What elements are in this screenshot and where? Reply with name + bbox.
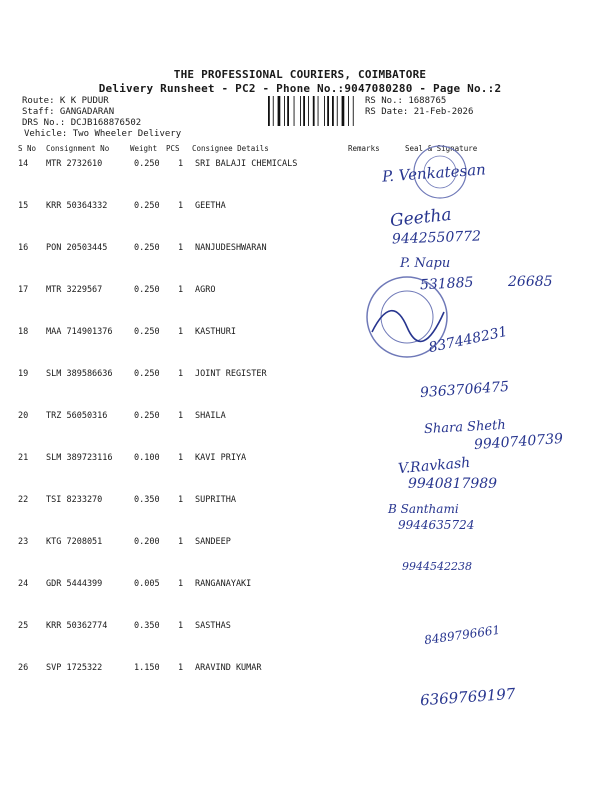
phone-aravind-kumar: 6369769197 <box>419 684 516 710</box>
phone-geetha: 9442550772 <box>391 228 482 248</box>
row-pcs: 1 <box>178 579 184 589</box>
table-row <box>0 663 600 677</box>
row-weight: 1.150 <box>134 663 160 673</box>
table-row <box>0 201 600 215</box>
row-weight: 0.350 <box>134 621 160 631</box>
row-consignment-no: MTR 2732610 <box>46 159 103 169</box>
row-weight: 0.250 <box>134 411 160 421</box>
phone-joint-register: 9363706475 <box>419 378 510 402</box>
row-pcs: 1 <box>178 327 184 337</box>
note-26685: 26685 <box>508 274 553 290</box>
row-sno: 21 <box>18 453 29 463</box>
row-pcs: 1 <box>178 159 184 169</box>
row-consignee: JOINT REGISTER <box>195 369 267 379</box>
signature-supritha: B Santhami <box>388 502 459 516</box>
row-pcs: 1 <box>178 621 184 631</box>
table-row <box>0 159 600 173</box>
row-sno: 15 <box>18 201 29 211</box>
row-consignment-no: TRZ 56050316 <box>46 411 108 421</box>
row-sno: 23 <box>18 537 29 547</box>
signature-shaila: Shara Sheth <box>423 417 507 438</box>
signature-napu: P. Napu <box>400 256 451 271</box>
row-pcs: 1 <box>178 663 184 673</box>
row-weight: 0.250 <box>134 369 160 379</box>
row-consignment-no: MTR 3229567 <box>46 285 103 295</box>
row-pcs: 1 <box>178 285 184 295</box>
signature-kavi-priya: V.Ravkash <box>397 454 471 478</box>
route-label: Route: K K PUDUR <box>22 96 109 106</box>
row-weight: 0.250 <box>134 243 160 253</box>
row-sno: 19 <box>18 369 29 379</box>
table-row <box>0 453 600 467</box>
barcode <box>268 96 360 126</box>
row-pcs: 1 <box>178 369 184 379</box>
row-weight: 0.250 <box>134 327 160 337</box>
row-weight: 0.250 <box>134 285 160 295</box>
row-consignment-no: SLM 389723116 <box>46 453 113 463</box>
company-title: THE PROFESSIONAL COURIERS, COIMBATORE <box>173 68 427 81</box>
row-weight: 0.100 <box>134 453 160 463</box>
row-consignment-no: GDR 5444399 <box>46 579 103 589</box>
row-consignment-no: KTG 7208051 <box>46 537 103 547</box>
row-consignment-no: KRR 50362774 <box>46 621 108 631</box>
rs-number: RS No.: 1688765 <box>365 96 447 106</box>
col-seal-signature: Seal & Signature <box>405 144 478 153</box>
row-consignee: NANJUDESHWARAN <box>195 243 267 253</box>
row-consignment-no: PON 20503445 <box>46 243 108 253</box>
row-sno: 24 <box>18 579 29 589</box>
table-row <box>0 411 600 425</box>
row-consignee: SRI BALAJI CHEMICALS <box>195 159 298 169</box>
vehicle-label: Vehicle: Two Wheeler Delivery <box>24 129 182 139</box>
row-consignee: ARAVIND KUMAR <box>195 663 262 673</box>
signature-geetha: Geetha <box>389 204 453 232</box>
row-consignee: SHAILA <box>195 411 226 421</box>
col-consignment: Consignment No <box>46 144 110 153</box>
row-sno: 16 <box>18 243 29 253</box>
row-consignee: AGRO <box>195 285 216 295</box>
phone-supritha: 9944635724 <box>398 518 475 532</box>
phone-sasthas: 8489796661 <box>423 622 501 648</box>
phone-kavi-priya: 9940817989 <box>408 476 498 492</box>
row-consignment-no: SVP 1725322 <box>46 663 103 673</box>
note-531885: 531885 <box>419 274 474 294</box>
row-weight: 0.250 <box>134 201 160 211</box>
drs-number: DRS No.: DCJB168876502 <box>22 118 142 128</box>
row-weight: 0.200 <box>134 537 160 547</box>
row-consignment-no: MAA 714901376 <box>46 327 113 337</box>
table-row <box>0 579 600 593</box>
rs-date: RS Date: 21-Feb-2026 <box>365 107 474 117</box>
row-consignee: RANGANAYAKI <box>195 579 252 589</box>
row-sno: 25 <box>18 621 29 631</box>
col-remarks: Remarks <box>348 144 380 153</box>
table-row <box>0 327 600 341</box>
phone-kasthuri: 837448231 <box>427 323 509 357</box>
row-weight: 0.250 <box>134 159 160 169</box>
table-row <box>0 243 600 257</box>
table-row <box>0 621 600 635</box>
row-pcs: 1 <box>178 453 184 463</box>
row-sno: 26 <box>18 663 29 673</box>
row-consignee: SUPRITHA <box>195 495 236 505</box>
table-row <box>0 369 600 383</box>
row-sno: 14 <box>18 159 29 169</box>
col-consignee: Consignee Details <box>192 144 269 153</box>
col-sno: S No <box>18 144 37 153</box>
row-consignee: KAVI PRIYA <box>195 453 247 463</box>
row-consignee: SANDEEP <box>195 537 231 547</box>
row-pcs: 1 <box>178 411 184 421</box>
row-weight: 0.005 <box>134 579 160 589</box>
row-weight: 0.350 <box>134 495 160 505</box>
row-pcs: 1 <box>178 243 184 253</box>
row-consignee: SASTHAS <box>195 621 231 631</box>
row-consignment-no: KRR 50364332 <box>46 201 108 211</box>
table-row <box>0 537 600 551</box>
row-sno: 17 <box>18 285 29 295</box>
col-weight: Weight <box>130 144 158 153</box>
row-pcs: 1 <box>178 201 184 211</box>
runsheet-subtitle: Delivery Runsheet - PC2 - Phone No.:9047080280 - Page No.:2 <box>98 82 502 95</box>
phone-sandeep: 9944542238 <box>402 560 472 573</box>
row-consignment-no: TSI 8233270 <box>46 495 103 505</box>
row-sno: 22 <box>18 495 29 505</box>
staff-label: Staff: GANGADARAN <box>22 107 115 117</box>
row-pcs: 1 <box>178 537 184 547</box>
signature-venkatesan: P. Venkatesan <box>381 160 487 186</box>
row-consignee: GEETHA <box>195 201 226 211</box>
row-sno: 20 <box>18 411 29 421</box>
table-row <box>0 495 600 509</box>
row-pcs: 1 <box>178 495 184 505</box>
phone-shaila: 9940740739 <box>473 430 564 454</box>
row-consignee: KASTHURI <box>195 327 236 337</box>
row-sno: 18 <box>18 327 29 337</box>
row-consignment-no: SLM 389586636 <box>46 369 113 379</box>
col-pcs: PCS <box>166 144 180 153</box>
